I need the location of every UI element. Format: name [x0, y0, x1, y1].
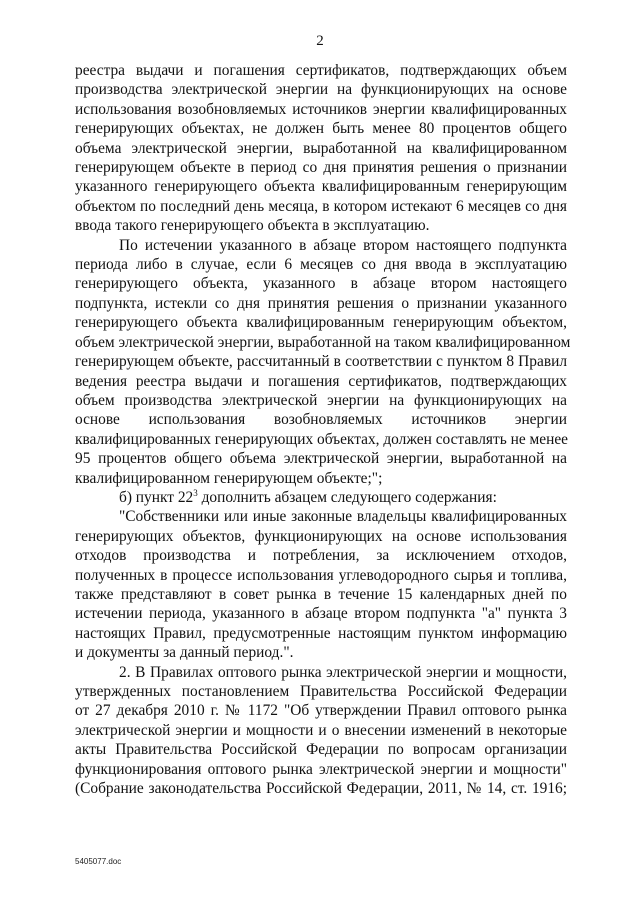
text-line: По истечении указанного в абзаце втором настоящего подпункта	[119, 236, 567, 254]
text-line: подпункта, истекли со дня принятия решения о признании указанного	[75, 294, 567, 312]
paragraph-5	[75, 663, 567, 799]
text-line: электрической энергии и мощности и о внесении изменений в некоторые	[75, 721, 567, 739]
text-line: основе использования возобновляемых источников энергии	[75, 411, 567, 429]
document-filename: 5405077.doc	[75, 857, 122, 866]
paragraph-3	[75, 488, 567, 507]
page-number: 2	[316, 33, 324, 49]
text-line: реестра выдачи и погашения сертификатов, подтверждающих объем	[75, 62, 567, 79]
text-line: от 27 декабря 2010 г. № 1172 "Об утверждении Правил оптового рынка	[75, 702, 567, 720]
text-line: производства электрической энергии на функционирующих на основе	[75, 81, 567, 99]
text-line: квалифицированных генерирующих объектах, должен составлять не менее	[75, 430, 568, 448]
text-line: ведения реестра выдачи и погашения сертификатов, подтверждающих	[75, 372, 567, 390]
text-line: объектом по последний день месяца, в котором истекают 6 месяцев со дня	[75, 197, 567, 215]
text-line: указанного генерирующего объекта квалифицированным генерирующим	[75, 178, 567, 196]
text-line: утвержденных постановлением Правительства Российской Федерации	[75, 683, 567, 700]
paragraph-2	[75, 236, 571, 488]
text-line: истечении периода, указанного в абзаце втором подпункта "а" пункта 3	[75, 605, 567, 623]
text-line: также представляют в совет рынка в течение 15 календарных дней по	[75, 585, 567, 603]
text-line: генерирующего объекта квалифицированным генерирующим объектом,	[75, 314, 567, 332]
text-line: функционирования оптового рынка электрической энергии и мощности"	[75, 760, 567, 778]
text-line	[75, 488, 567, 507]
text-line: генерирующем объекте, рассчитанный в соответствии с пунктом 8 Правил	[75, 353, 567, 371]
text-line: и документы за данный период.".	[75, 644, 294, 662]
text-line: генерирующих объектах, не должен быть менее 80 процентов общего	[75, 120, 567, 138]
text-line: генерирующего объекта, указанного в абзаце втором настоящего	[75, 275, 567, 293]
text-line: объем производства электрической энергии на функционирующих на	[75, 391, 567, 409]
text-line: объем электрической энергии, выработанной на таком квалифицированном	[75, 333, 571, 351]
paragraph-1	[75, 61, 567, 236]
text-line: 2. В Правилах оптового рынка электрической энергии и мощности,	[119, 663, 567, 681]
text-line: ввода такого генерирующего объекта в эксплуатацию.	[75, 217, 430, 235]
text-line: генерирующих объектов, функционирующих на основе использования	[75, 527, 567, 545]
text-line: использования возобновляемых источников энергии квалифицированных	[75, 100, 567, 118]
text-segment: дополнить абзацем следующего содержания:	[197, 488, 497, 506]
text-line: акты Правительства Российской Федерации по вопросам организации	[75, 741, 567, 759]
text-line: отходов производства и потребления, за исключением отходов,	[75, 547, 567, 565]
text-line: объема электрической энергии, выработанной на квалифицированном	[75, 139, 567, 157]
text-line: генерирующем объекте в период со дня принятия решения о признании	[75, 159, 567, 177]
text-line: периода либо в случае, если 6 месяцев со дня ввода в эксплуатацию	[75, 256, 567, 274]
text-line: полученных в процессе использования углеводородного сырья и топлива,	[75, 566, 567, 584]
superscript: 3	[193, 487, 198, 498]
text-line: "Собственники или иные законные владельцы квалифицированных	[119, 508, 567, 526]
text-segment: б) пункт 22	[119, 488, 194, 506]
text-line: квалифицированном генерирующем объекте;";	[75, 469, 383, 487]
paragraph-4	[75, 507, 567, 662]
text-line: 95 процентов общего объема электрической энергии, выработанной на	[75, 450, 567, 468]
text-line: настоящих Правил, предусмотренные настоящим пунктом информацию	[75, 624, 567, 642]
text-line: (Собрание законодательства Российской Федерации, 2011, № 14, ст. 1916;	[75, 780, 567, 798]
document-body	[75, 61, 571, 798]
